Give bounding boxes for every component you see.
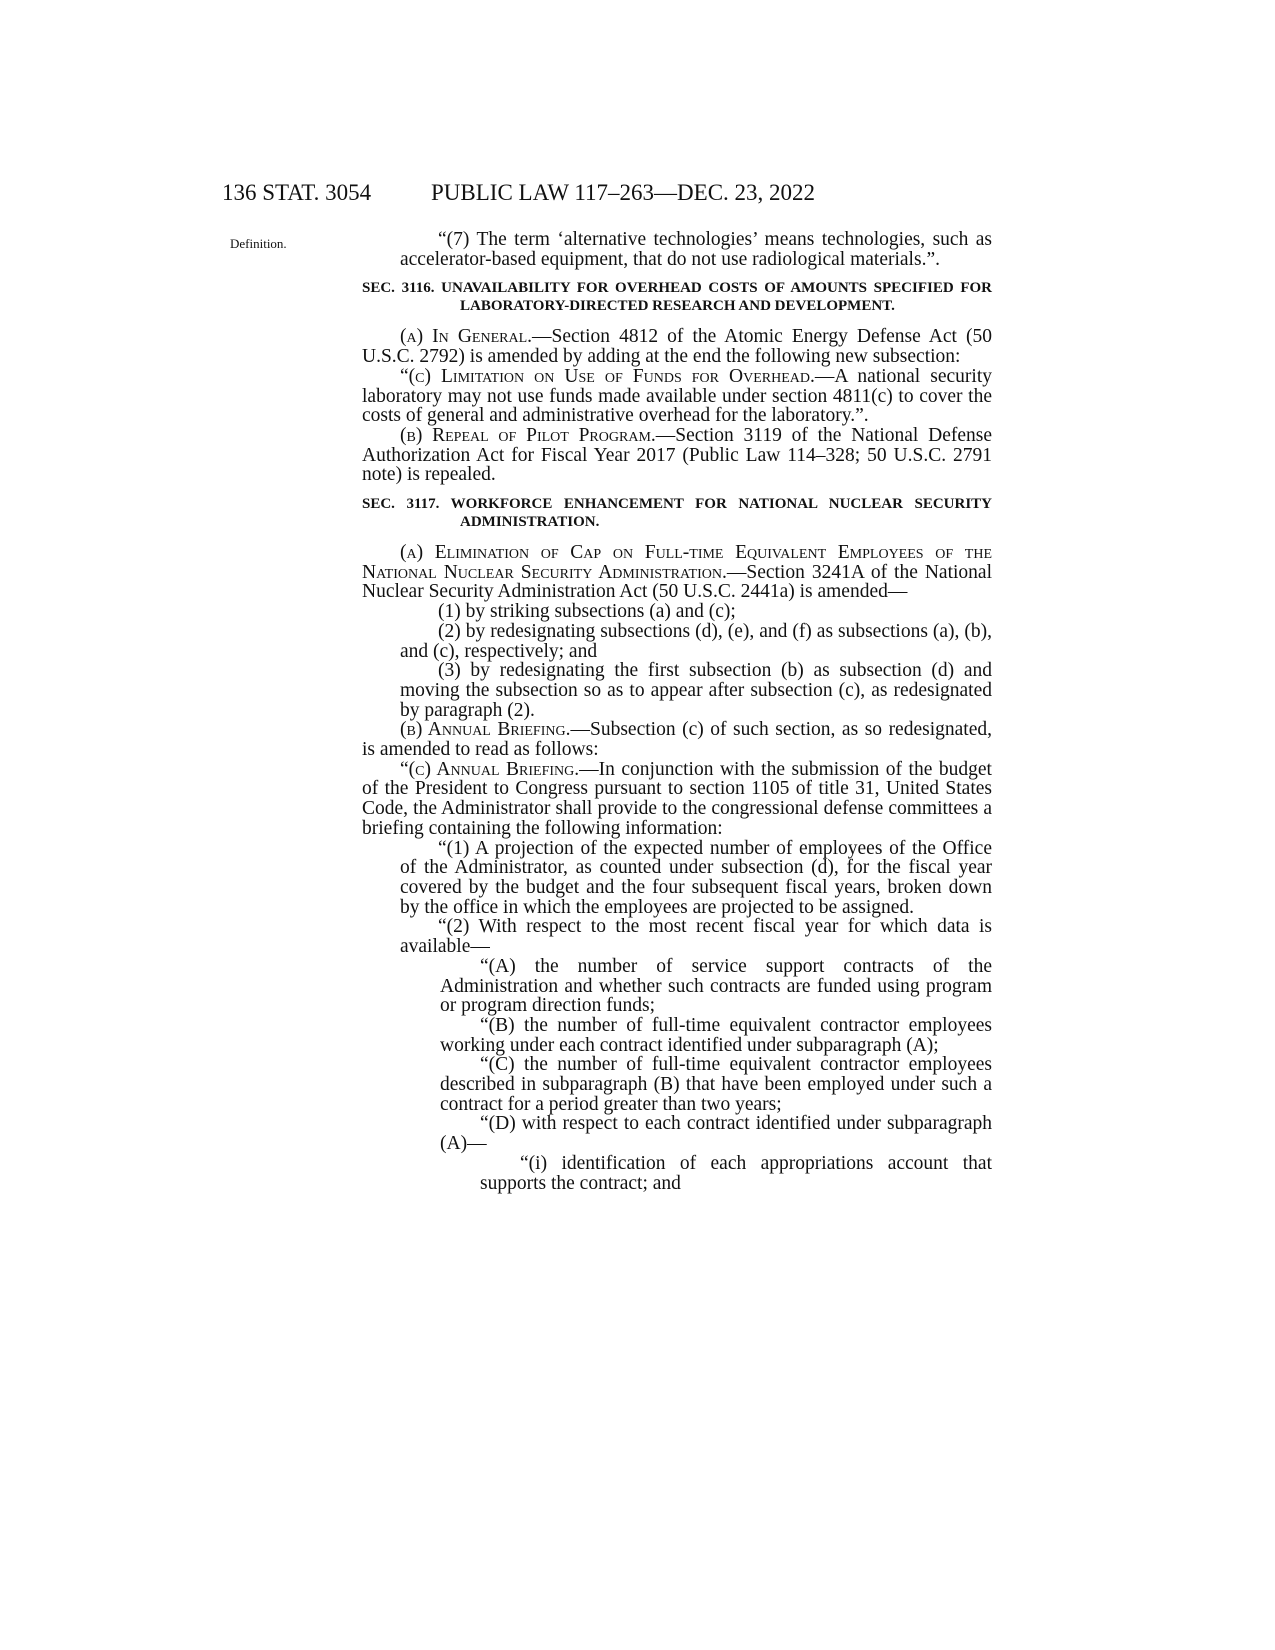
subsection-text: —In conjunction with the submission of the budget of the President to Congress pursuant to section 1105 of title 31, United States Code, the Administrator shall provide to the congressional defense committees a briefing containing the following information: <box>362 758 992 839</box>
subsection-text: —Subsection (c) of such section, as so redesignated, is amended to read as follows: <box>362 719 992 761</box>
quoted-subsection-c-briefing <box>362 760 992 839</box>
quoted-subparagraph-a: “(A) the number of service support contracts of the Administration and whether such contracts are funded using program or program direction funds; <box>440 955 992 1017</box>
subsection-heading: (a) Elimination of Cap on Full-time Equivalent Employees of the National Nuclear Security Administration. <box>362 542 992 583</box>
subsection-text: —A national security laboratory may not use funds made available under section 4811(c) to cover the costs of general and administrative overhead for the laboratory.”. <box>362 365 992 427</box>
margin-note: Definition. <box>230 236 287 251</box>
quoted-paragraph-1: “(1) A projection of the expected number of employees of the Office of the Administrator, as counted under subsection (d), for the fiscal year covered by the budget and the four subsequent fiscal years, broken down by the office in which the employees are projected to be assigned. <box>400 837 992 918</box>
paragraph-3: (3) by redesignating the first subsection (b) as subsection (d) and moving the subsection so as to appear after subsection (c), as redesignated by paragraph (2). <box>400 660 992 721</box>
quoted-paragraph-2: “(2) With respect to the most recent fiscal year for which data is available— <box>400 916 992 958</box>
quoted-subparagraph-c: “(C) the number of full-time equivalent contractor employees described in subparagraph (B) that have been employed under such a contract for a period greater than two years; <box>440 1054 992 1115</box>
paragraph-2: (2) by redesignating subsections (d), (e), and (f) as subsections (a), (b), and (c), respectively; and <box>400 620 992 662</box>
subsection-heading: (a) In General. <box>400 326 533 348</box>
subsection-heading: (b) Repeal of Pilot Program. <box>400 424 656 446</box>
page-header <box>0 180 1275 220</box>
paragraph-1: (1) by striking subsections (a) and (c); <box>438 601 736 623</box>
subsection-3116-b <box>362 426 992 485</box>
subsection-3117-a <box>362 543 992 602</box>
subsection-3117-b <box>362 720 992 759</box>
subsection-heading: (b) Annual Briefing. <box>400 719 571 741</box>
section-3116-heading: SEC. 3116. UNAVAILABILITY FOR OVERHEAD COSTS OF AMOUNTS SPECIFIED FOR LABORATORY-DIRECTED RESEARCH AND DEVELOPMENT. <box>362 280 992 315</box>
quoted-subsection-c <box>362 367 992 426</box>
subsection-3116-a <box>362 327 992 366</box>
subsection-heading: “(c) Limitation on Use of Funds for Overhead. <box>400 365 815 387</box>
quoted-clause-i: “(i) identification of each appropriations account that supports the contract; and <box>480 1152 992 1194</box>
subsection-heading: “(c) Annual Briefing. <box>400 758 580 780</box>
quoted-subparagraph-d: “(D) with respect to each contract identified under subparagraph (A)— <box>440 1113 992 1155</box>
section-3117-heading: SEC. 3117. WORKFORCE ENHANCEMENT FOR NATIONAL NUCLEAR SECURITY ADMINISTRATION. <box>362 496 992 531</box>
subsection-text: —Section 3241A of the National Nuclear Security Administration Act (50 U.S.C. 2441a) is amended— <box>362 561 992 603</box>
running-title: PUBLIC LAW 117–263—DEC. 23, 2022 <box>431 180 816 205</box>
quoted-subparagraph-b: “(B) the number of full-time equivalent contractor employees working under each contract identified under subparagraph (A); <box>440 1014 992 1056</box>
subsection-text: —Section 3119 of the National Defense Authorization Act for Fiscal Year 2017 (Public Law 114–328; 50 U.S.C. 2791 note) is repealed. <box>362 424 993 486</box>
document-body <box>362 230 992 1193</box>
statute-page-number: 136 STAT. 3054 <box>222 180 372 205</box>
paragraph-definition-7: “(7) The term ‘alternative technologies’ means technologies, such as accelerator-based equipment, that do not use radiological materials.”. <box>400 229 992 270</box>
subsection-text: —Section 4812 of the Atomic Energy Defense Act (50 U.S.C. 2792) is amended by adding at the end the following new subsection: <box>362 326 993 368</box>
